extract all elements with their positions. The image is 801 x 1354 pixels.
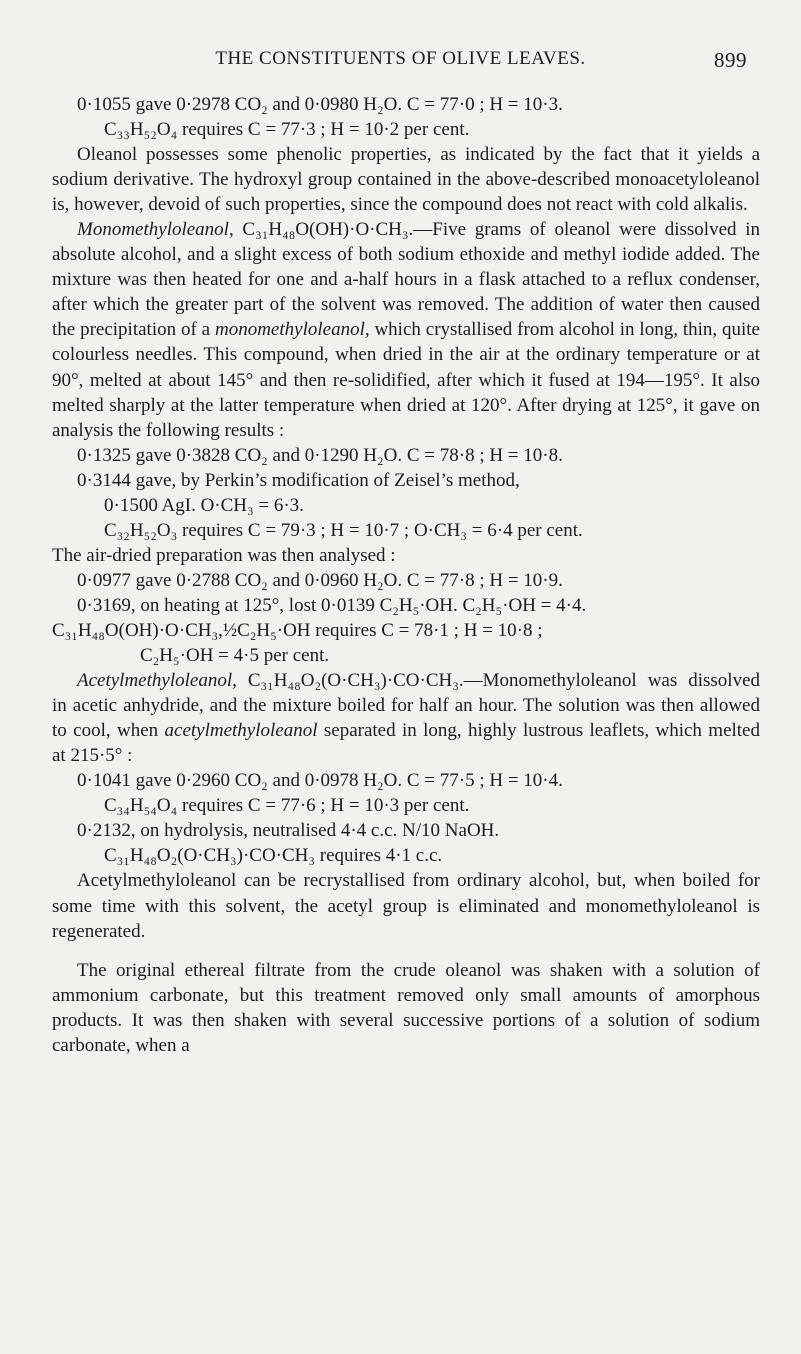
requires-line: C₃₄H₅₄O₄ requires C = 77·6 ; H = 10·3 per cent. <box>104 795 470 817</box>
paragraph-text: C₃₁H₄₈O₂(O·CH₃)·CO·CH₃.—Monomethyloleanol was dissolved in acetic anhydride, and the mixture boiled for half an hour. The solution was then allowed to cool, when <box>52 670 760 742</box>
compound-name: monomethyloleanol, <box>214 319 370 341</box>
analysis-line: 0·1325 gave 0·3828 CO₂ and 0·1290 H₂O. C = 78·8 ; H = 10·8. <box>77 444 563 466</box>
running-title: THE CONSTITUENTS OF OLIVE LEAVES. <box>215 48 586 69</box>
paragraph-text: separated in long, highly lustrous leaflets, which melted at 215·5° : <box>52 720 760 767</box>
text-line: The air-dried preparation was then analysed : <box>52 544 396 566</box>
requires-line: C₃₁H₄₈O₂(O·CH₃)·CO·CH₃ requires 4·1 c.c. <box>104 845 443 867</box>
running-header <box>0 48 801 78</box>
paragraph-text: which crystallised from alcohol in long, thin, quite colourless needles. This compound, when dried in the air at the ordinary temperature or at 90°, melted at about 145° and then re-solidified, after which it fused at 194—195°. It also melted sharply at the latter temperature when dried at 120°. After drying at 125°, it gave on analysis the following results : <box>52 319 760 441</box>
paragraph: Acetylmethyloleanol can be recrystallised from ordinary alcohol, but, when boiled for some time with this solvent, the acetyl group is eliminated and monomethyloleanol is regenerated. <box>52 870 760 942</box>
paragraph-gap <box>52 944 760 958</box>
requires-line: C₃₁H₄₈O(OH)·O·CH₃,½C₂H₅·OH requires C = 78·1 ; H = 10·8 ; <box>52 619 543 641</box>
analysis-line: 0·1055 gave 0·2978 CO₂ and 0·0980 H₂O. C = 77·0 ; H = 10·3. <box>77 94 563 115</box>
paragraph-monomethyloleanol <box>52 217 760 442</box>
requires-line: C₃₃H₅₂O₄ requires C = 77·3 ; H = 10·2 per cent. <box>104 119 470 141</box>
analysis-line: 0·3169, on heating at 125°, lost 0·0139 C₂H₅·OH. C₂H₅·OH = 4·4. <box>77 594 587 616</box>
analysis-line: 0·1500 AgI. O·CH₃ = 6·3. <box>104 494 304 516</box>
paragraph-acetylmethyloleanol <box>52 668 760 768</box>
analysis-line: 0·1041 gave 0·2960 CO₂ and 0·0978 H₂O. C = 77·5 ; H = 10·4. <box>77 770 563 792</box>
requires-line: C₃₂H₅₂O₃ requires C = 79·3 ; H = 10·7 ; O·CH₃ = 6·4 per cent. <box>104 519 583 541</box>
compound-heading: Acetylmethyloleanol, <box>77 670 237 692</box>
compound-name: acetylmethyloleanol <box>164 720 318 742</box>
compound-heading: Monomethyloleanol, <box>77 219 234 241</box>
page-number: 899 <box>714 48 747 72</box>
analysis-line: 0·3144 gave, by Perkin’s modification of Zeisel’s method, <box>77 469 520 491</box>
analysis-line: 0·2132, on hydrolysis, neutralised 4·4 c.c. N/10 NaOH. <box>77 820 500 842</box>
paragraph-text: C₃₁H₄₈O(OH)·O·CH₃.—Five grams of oleanol were dissolved in absolute alcohol, and a slight excess of both sodium ethoxide and methyl iodide added. The mixture was then heated for one and a-half hours in a flask attached to a reflux condenser, after which the greater part of the solvent was removed. The addition of water then caused the precipitation of a <box>52 219 760 341</box>
requires-line: C₂H₅·OH = 4·5 per cent. <box>140 645 330 667</box>
analysis-line: 0·0977 gave 0·2788 CO₂ and 0·0960 H₂O. C = 77·8 ; H = 10·9. <box>77 569 563 591</box>
paragraph: The original ethereal filtrate from the crude oleanol was shaken with a solution of ammonium carbonate, but this treatment removed only small amounts of amorphous products. It was then shaken with several successive portions of a solution of sodium carbonate, when a <box>52 959 760 1056</box>
article-body <box>52 92 760 1058</box>
paragraph: Oleanol possesses some phenolic properties, as indicated by the fact that it yields a sodium derivative. The hydroxyl group contained in the above-described monoacetyloleanol is, however, devoid of such properties, since the compound does not react with cold alkalis. <box>52 144 760 216</box>
